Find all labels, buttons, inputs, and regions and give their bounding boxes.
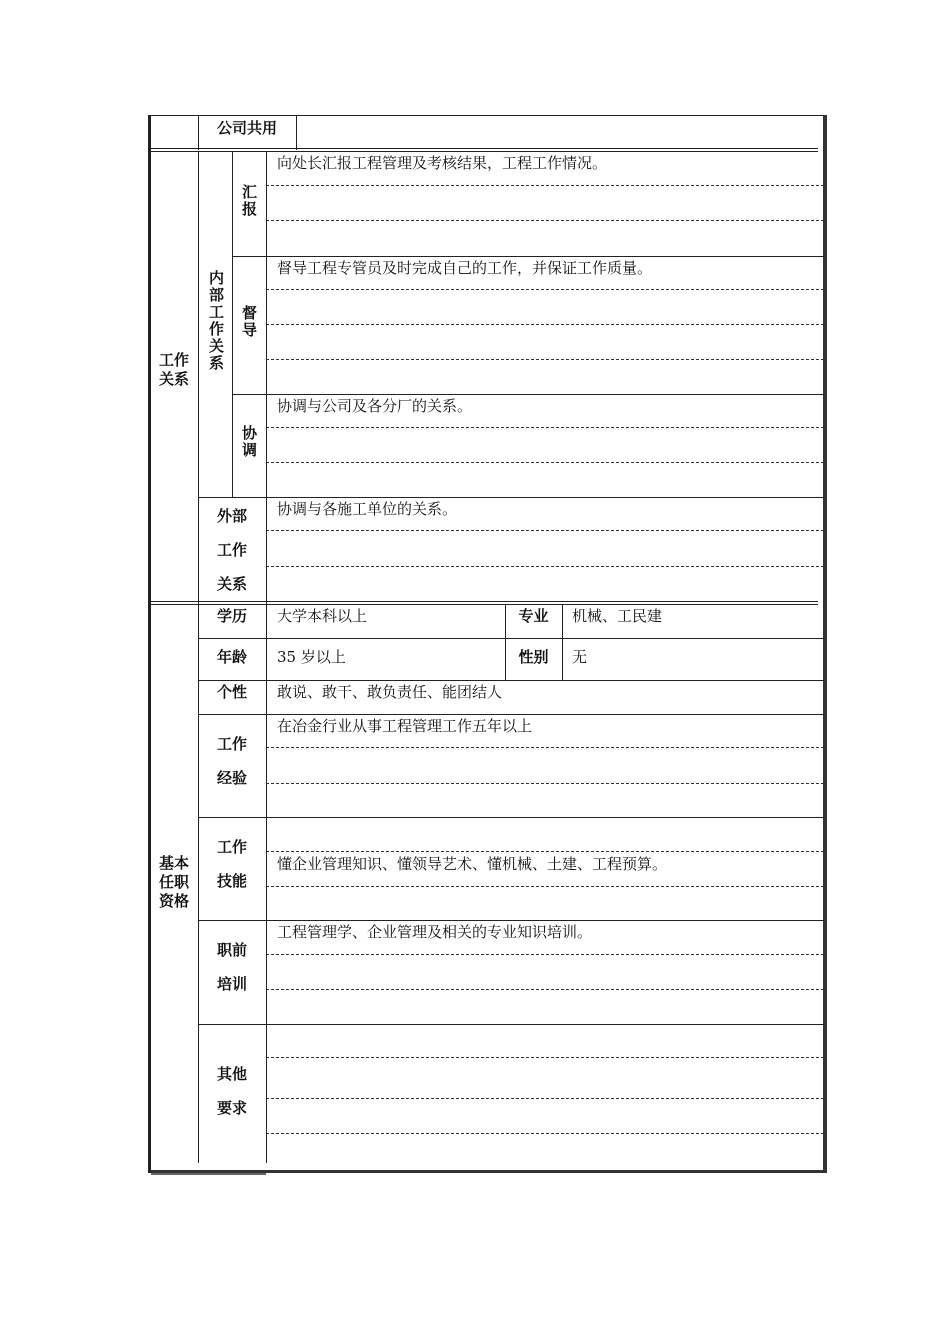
supervise-label: 督导	[240, 305, 258, 339]
experience-value: 在冶金行业从事工程管理工作五年以上	[277, 717, 533, 735]
supervise-text: 督导工程专管员及时完成自己的工作，并保证工作质量。	[277, 259, 653, 277]
age-value: 35 岁以上	[277, 648, 346, 666]
major-label: 专业	[518, 607, 549, 625]
coordinate-text: 协调与公司及各分厂的关系。	[277, 397, 473, 415]
work-relations-title: 工作关系	[158, 351, 189, 388]
table-right-border	[823, 115, 827, 1173]
report-text: 向处长汇报工程管理及考核结果，工程工作情况。	[277, 154, 608, 172]
other-requirements-label: 其他 要求	[216, 1065, 247, 1117]
gender-label: 性别	[518, 648, 549, 666]
table-left-border	[148, 115, 151, 1173]
training-label: 职前 培训	[216, 941, 247, 993]
personality-label: 个性	[216, 683, 247, 701]
age-label: 年龄	[216, 648, 247, 666]
coordinate-label: 协调	[240, 425, 258, 459]
experience-label: 工作 经验	[216, 735, 247, 787]
skills-label: 工作 技能	[216, 838, 247, 890]
education-label: 学历	[216, 607, 247, 625]
gender-value: 无	[572, 648, 588, 666]
qualifications-title: 基本 任职 资格	[158, 854, 189, 910]
internal-relations-title: 内部工作关系	[207, 270, 225, 372]
company-shared-label: 公司共用	[216, 119, 277, 137]
personality-value: 敢说、敢干、敢负责任、能团结人	[277, 683, 503, 701]
external-label: 外部 工作 关系	[216, 507, 247, 593]
report-label: 汇报	[240, 184, 258, 218]
skills-value: 懂企业管理知识、懂领导艺术、懂机械、土建、工程预算。	[277, 855, 668, 873]
major-value: 机械、工民建	[572, 607, 663, 625]
education-value: 大学本科以上	[277, 607, 368, 625]
training-value: 工程管理学、企业管理及相关的专业知识培训。	[277, 923, 593, 941]
external-text: 协调与各施工单位的关系。	[277, 500, 458, 518]
